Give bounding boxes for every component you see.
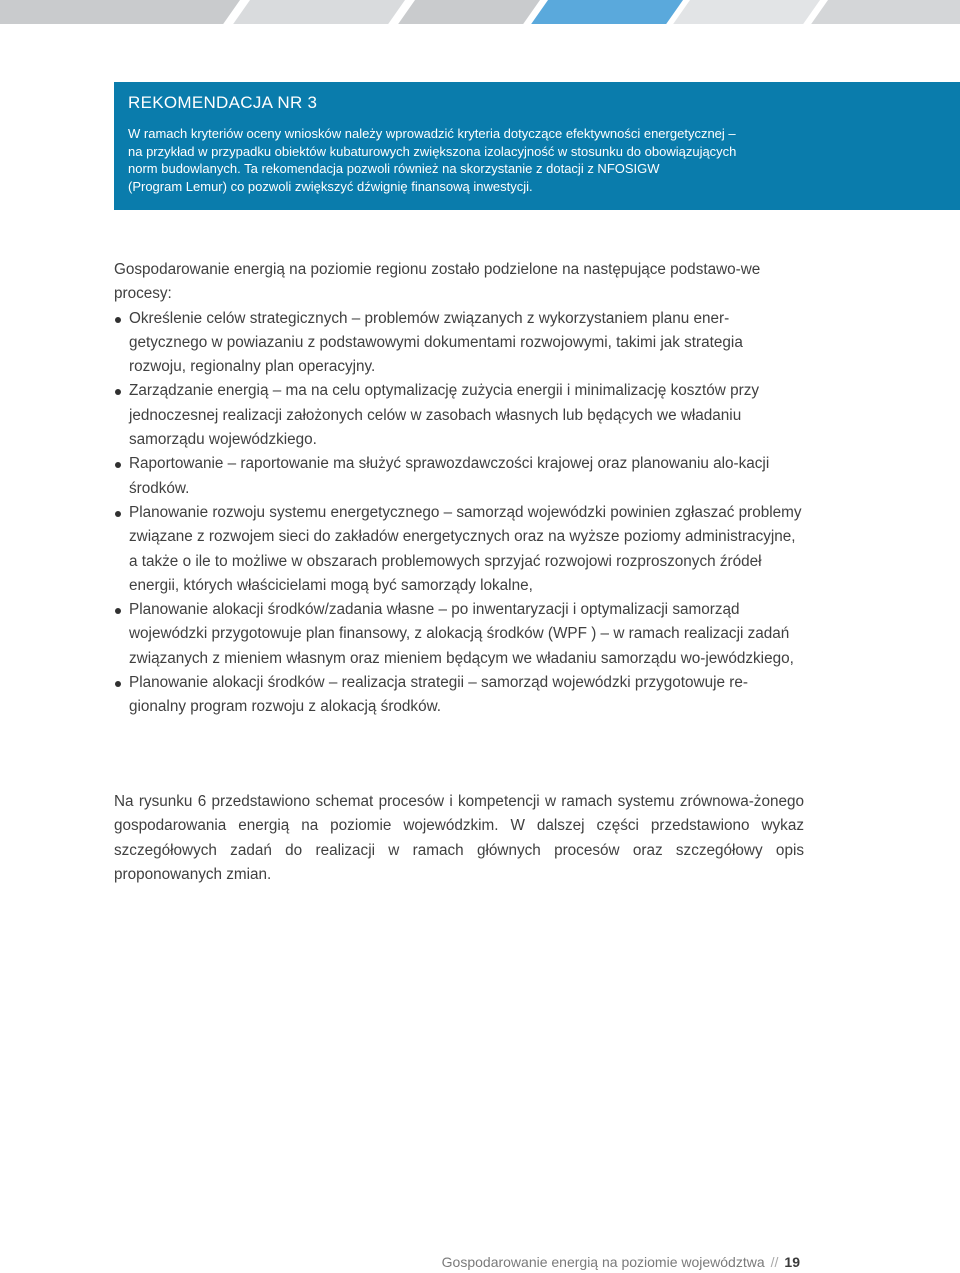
decorative-tab <box>811 0 960 24</box>
recommendation-line: na przykład w przypadku obiektów kubaturowych zwiększona izolacyjność w stosunku do obowiązujących <box>128 143 737 159</box>
recommendation-line: (Program Lemur) co pozwoli zwiększyć dźwignię finansową inwestycji. <box>128 178 533 194</box>
recommendation-line: W ramach kryteriów oceny wniosków należy wprowadzić kryteria dotyczące efektywności energetycznej – <box>128 126 736 141</box>
decorative-tab-active <box>531 0 683 24</box>
list-item: Raportowanie – raportowanie ma służyć sprawozdawczości krajowej oraz planowaniu alo-kacji środków. <box>114 452 804 501</box>
footer-separator: // <box>770 1254 779 1270</box>
intro-paragraph: Gospodarowanie energią na poziomie regionu zostało podzielone na następujące podstawo-we procesy: <box>114 261 761 303</box>
decorative-tab <box>398 0 540 24</box>
list-item: Planowanie alokacji środków – realizacja strategii – samorząd wojewódzki przygotowuje re-gionalny program rozwoju z alokacją środków. <box>114 671 804 720</box>
recommendation-box <box>114 82 960 210</box>
decorative-tab <box>0 0 240 24</box>
footer-title: Gospodarowanie energią na poziomie województwa <box>441 1254 765 1270</box>
main-content <box>114 258 804 720</box>
process-list <box>114 307 804 720</box>
recommendation-text <box>128 125 818 195</box>
decorative-tab <box>673 0 820 24</box>
recommendation-line: norm budowlanych. Ta rekomendacja pozwoli również na skorzystanie z dotacji z NFOSIGW <box>128 161 660 177</box>
list-item: Zarządzanie energią – ma na celu optymalizację zużycia energii i minimalizację kosztów przy jednoczesnej realizacji założonych celów w zasobach własnych lub będących we władaniu samorządu wojewódzkiego. <box>114 379 804 452</box>
page-footer <box>442 1254 800 1270</box>
closing-paragraph: Na rysunku 6 przedstawiono schemat procesów i kompetencji w ramach systemu zrównowa-żonego gospodarowania energią na poziomie wojewódzkim. W dalszej części przedstawiono wykaz szczegółowych zadań do realizacji w ramach głównych procesów oraz szczegółowy opis proponowanych zmian. <box>114 793 804 883</box>
list-item: Planowanie alokacji środków/zadania własne – po inwentaryzacji i optymalizacji samorząd wojewódzki przygotowuje plan finansowy, z alokacją środków (WPF ) – w ramach realizacji zadań związanych z mieniem własnym oraz mieniem będącym we władaniu samorządu wo-jewódzkiego, <box>114 598 804 671</box>
decorative-tab <box>233 0 405 24</box>
list-item: Określenie celów strategicznych – problemów związanych z wykorzystaniem planu ener-getycznego w powiazaniu z podstawowymi dokumentami rozwojowymi, takimi jak strategia rozwoju, regionalny plan operacyjny. <box>114 307 804 380</box>
recommendation-title: REKOMENDACJA NR 3 <box>128 93 318 112</box>
top-decorative-strip <box>0 0 960 24</box>
list-item: Planowanie rozwoju systemu energetycznego – samorząd wojewódzki powinien zgłaszać problemy związane z rozwojem sieci do zakładów energetycznych oraz na wyższe poziomy administracyjne, a także o ile to możliwe w obszarach problemowych sprzyjać rozwojowi rozproszonych źródeł energii, których właścicielami mogą być samorządy lokalne, <box>114 501 804 598</box>
page-number: 19 <box>784 1254 800 1270</box>
